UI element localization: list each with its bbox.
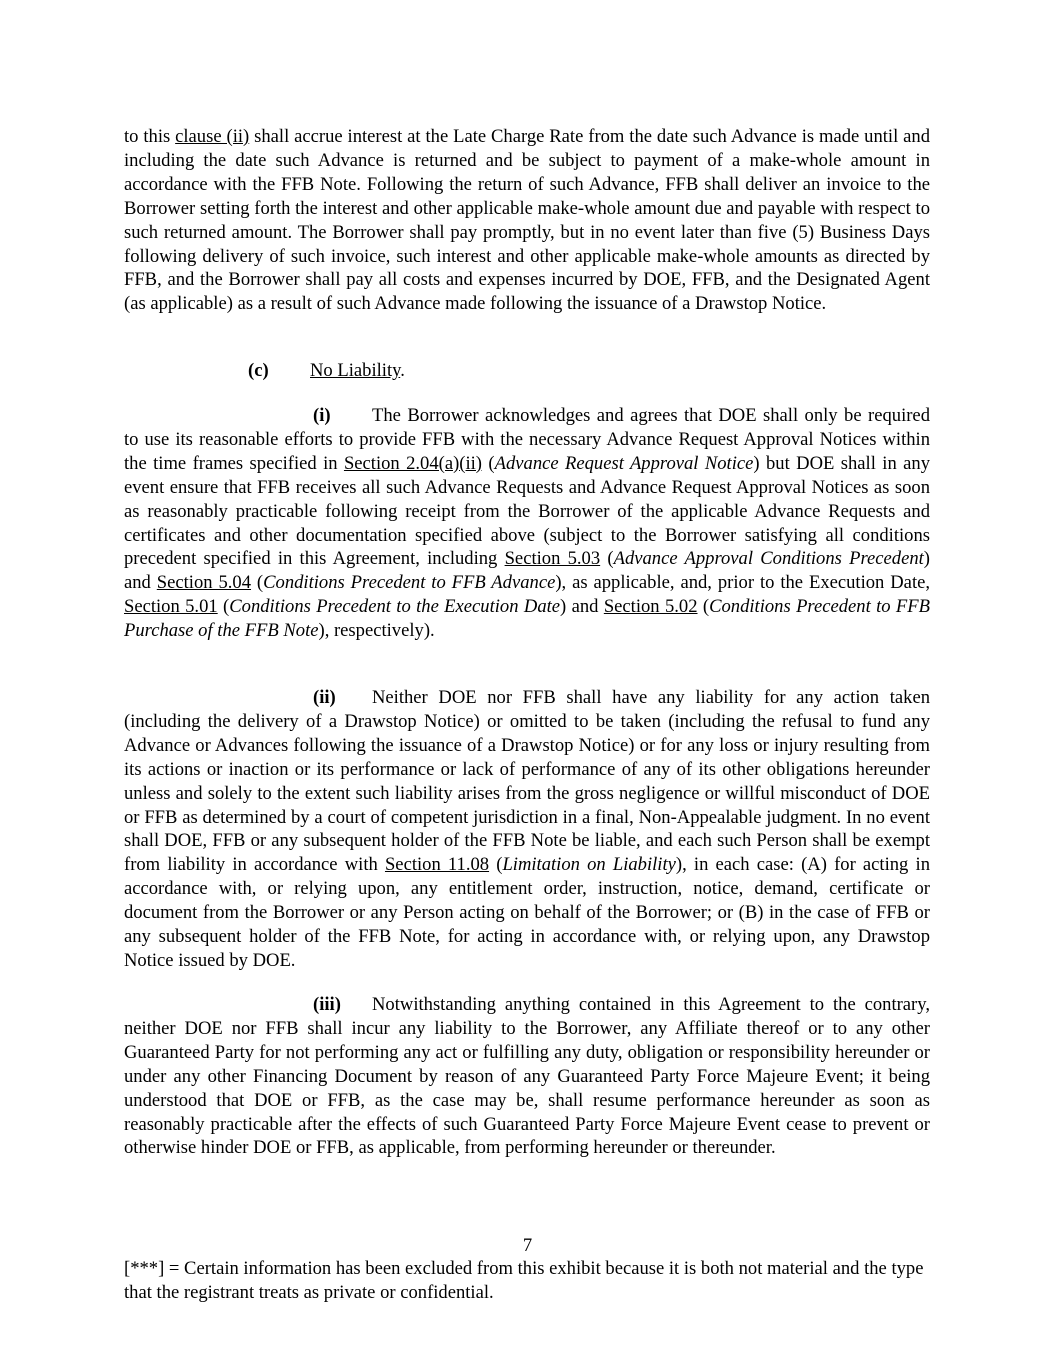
section-reference: Section 2.04(a)(ii) bbox=[343, 452, 483, 474]
paragraph-c-iii bbox=[124, 993, 930, 1160]
paragraph-b-continuation bbox=[124, 125, 930, 316]
italic-title: Advance Approval Conditions Precedent bbox=[613, 548, 924, 570]
italic-title: Conditions Precedent to FFB Purchase of the FFB Note bbox=[124, 596, 931, 642]
text-span: ) and bbox=[560, 596, 604, 618]
italic-title: Conditions Precedent to the Execution Date bbox=[229, 596, 561, 618]
text-span: to this bbox=[124, 126, 176, 147]
text-span: Neither DOE nor FFB shall have any liability for any action taken (including the delivery of a Drawstop Notice) or omitted to be taken (including the refusal to fund any Advance or Advances following the issuance of a Drawstop Notice) or for any loss or injury resulting from its actions or inaction or its performance or lack of performance of any of its other obligations hereunder unless and solely to the extent such liability arises from the gross negligence or willful misconduct of DOE or FFB as determined by a court of competent jurisdiction in a final, Non-Appealable judgment. In no event shall DOE, FFB or any subsequent holder of the FFB Note be liable, and each such Person shall be exempt from liability in accordance with bbox=[124, 687, 930, 876]
heading-period: . bbox=[400, 360, 405, 381]
italic-title: Limitation on Liability bbox=[502, 854, 676, 876]
paragraph-c-ii bbox=[124, 686, 930, 973]
clause-reference: clause (ii) bbox=[175, 126, 250, 147]
italic-title: Advance Request Approval Notice bbox=[494, 452, 754, 474]
text-span: ( bbox=[697, 596, 710, 618]
text-span: ) and bbox=[124, 548, 930, 594]
page-number: 7 bbox=[522, 1235, 533, 1256]
section-reference: Section 11.08 bbox=[384, 854, 490, 876]
text-span: ( bbox=[489, 854, 503, 876]
text-span: shall accrue interest at the Late Charge Rate from the date such Advance is made until and including the date such Advance is returned and be subject to payment of a make-whole amount in accordance with the FFB Note. Following the return of such Advance, FFB shall deliver an invoice to the Borrower setting forth the interest and other applicable make-whole amount due and payable with respect to such returned amount. The Borrower shall pay promptly, but in no event later than five (5) Business Days following delivery of such invoice, such interest and other applicable make-whole amounts as directed by FFB, and the Borrower shall pay all costs and expenses incurred by DOE, FFB, and the Designated Agent (as applicable) as a result of such Advance made following the issuance of a Drawstop Notice. bbox=[124, 126, 931, 315]
italic-title: Conditions Precedent to FFB Advance bbox=[263, 572, 556, 594]
section-reference: Section 5.01 bbox=[124, 596, 218, 618]
text-span: ), in each case: (A) for acting in accordance with, or relying upon, any entitlement order, instruction, notice, demand, certificate or document from the Borrower or any Person acting on behalf of the Borrower; or (B) in the case of FFB or any subsequent holder of the FFB Note, for acting in accordance with, or relying upon, any Drawstop Notice issued by DOE. bbox=[124, 854, 930, 971]
text-span: ( bbox=[217, 596, 230, 618]
section-heading-c bbox=[0, 359, 1055, 383]
text-span: ( bbox=[600, 548, 614, 570]
section-reference: Section 5.04 bbox=[156, 572, 252, 594]
text-span: ), respectively). bbox=[318, 620, 435, 642]
section-reference: Section 5.02 bbox=[603, 596, 698, 618]
heading-number: (c) bbox=[248, 360, 269, 381]
paragraph-label: (ii) bbox=[313, 687, 336, 708]
paragraph-label: (iii) bbox=[313, 994, 341, 1015]
text-span: The Borrower acknowledges and agrees that DOE shall only be required to use its reasonable efforts to provide FFB with the necessary Advance Request Approval Notices within the time frames specified in bbox=[124, 405, 930, 474]
text-span: ) but DOE shall in any event ensure that FFB receives all such Advance Requests and Advance Request Approval Notices as soon as reasonably practicable following receipt from the Borrower of the applicable Advance Requests and certificates and other documentation specified above (subject to the Borrower satisfying all conditions precedent specified in this Agreement, including bbox=[124, 452, 930, 570]
paragraph-c-i bbox=[124, 404, 930, 643]
text-span: Notwithstanding anything contained in this Agreement to the contrary, neither DOE nor FFB shall incur any liability to the Borrower, any Affiliate thereof or to any other Guaranteed Party for not performing any act or fulfilling any duty, obligation or responsibility hereunder or under any other Financing Document by reason of any Guaranteed Party Force Majeure Event; it being understood that DOE or FFB, as the case may be, shall resume performance hereunder as soon as reasonably practicable after the effects of such Guaranteed Party Force Majeure Event cease to prevent or otherwise hinder DOE or FFB, as applicable, from performing hereunder or thereunder. bbox=[124, 994, 930, 1159]
footer-note: [***] = Certain information has been excluded from this exhibit because it is both not material and the type that the registrant treats as private or confidential. bbox=[124, 1258, 924, 1303]
heading-title-text: No Liability bbox=[310, 360, 401, 381]
heading-title bbox=[310, 359, 405, 383]
text-span: ), as applicable, and, prior to the Execution Date, bbox=[555, 572, 931, 594]
paragraph-label: (i) bbox=[313, 405, 331, 426]
section-reference: Section 5.03 bbox=[504, 548, 601, 570]
text-span: ( bbox=[482, 452, 495, 474]
text-span: ( bbox=[251, 572, 264, 594]
